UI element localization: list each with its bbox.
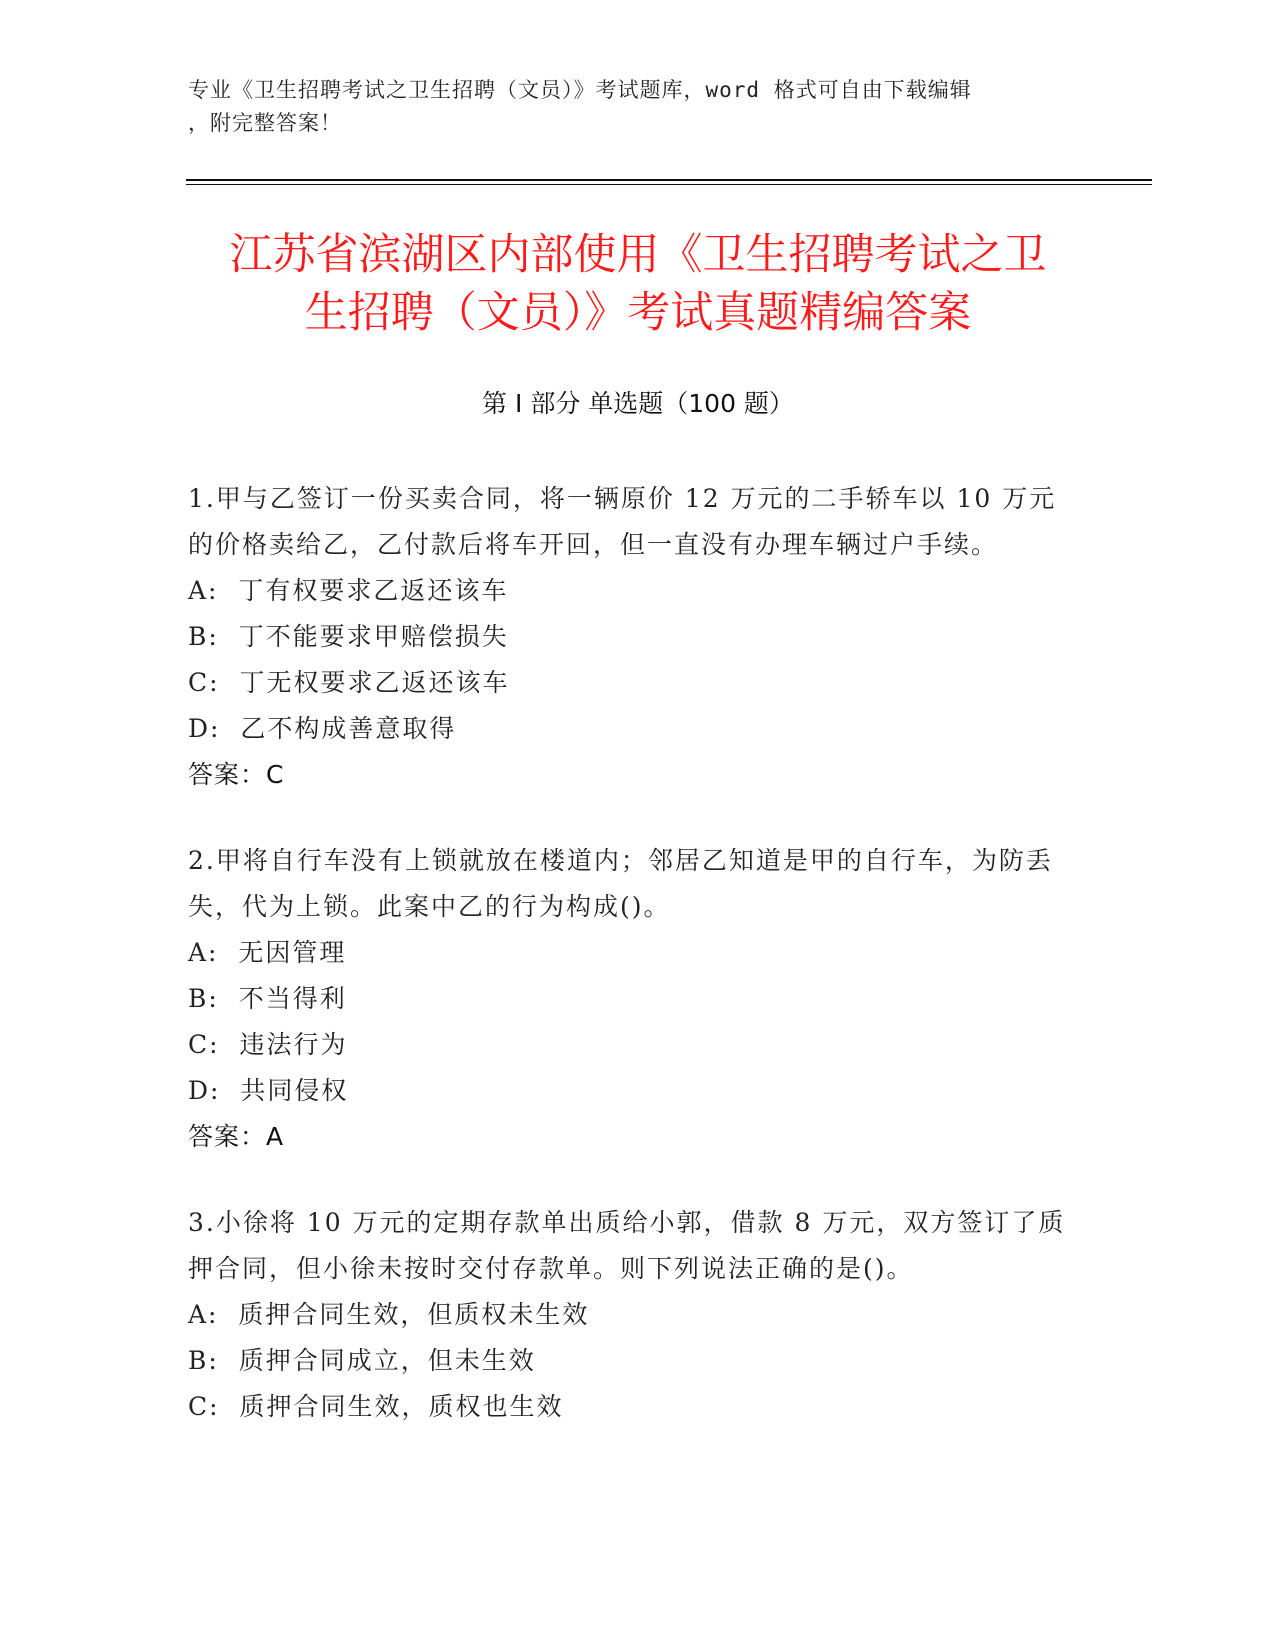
document-title-line-1: 江苏省滨湖区内部使用《卫生招聘考试之卫 <box>229 230 1047 280</box>
question-stem: 2.甲将自行车没有上锁就放在楼道内；邻居乙知道是甲的自行车，为防丢失，代为上锁。此案中乙的行为构成()。 <box>188 846 1053 921</box>
header-rule-thick <box>186 179 1152 181</box>
header-rule-thin <box>186 184 1152 185</box>
option-b: B: 质押合同成立，但未生效 <box>188 1346 536 1375</box>
question-stem: 3.小徐将 10 万元的定期存款单出质给小郭，借款 8 万元，双方签订了质押合同，但小徐未按时交付存款单。则下列说法正确的是()。 <box>188 1208 1066 1283</box>
option-b: B: 丁不能要求甲赔偿损失 <box>188 622 509 651</box>
document-title <box>188 226 1088 342</box>
answer-line: 答案：A <box>188 1122 285 1151</box>
answer-line: 答案：C <box>188 760 285 789</box>
option-c: C: 质押合同生效，质权也生效 <box>188 1392 564 1421</box>
document-title-line-2: 生招聘（文员）》考试真题精编答案 <box>304 288 972 338</box>
option-c: C: 丁无权要求乙返还该车 <box>188 668 510 697</box>
option-d: D: 共同侵权 <box>188 1076 349 1105</box>
header-note-line-1: 专业《卫生招聘考试之卫生招聘（文员）》考试题库，word 格式可自由下载编辑 <box>188 78 972 102</box>
option-a: A: 质押合同生效，但质权未生效 <box>188 1300 590 1329</box>
option-c: C: 违法行为 <box>188 1030 348 1059</box>
question-stem: 1.甲与乙签订一份买卖合同，将一辆原价 12 万元的二手轿车以 10 万元的价格卖给乙，乙付款后将车开回，但一直没有办理车辆过户手续。 <box>188 484 1057 559</box>
question-1 <box>188 476 1068 798</box>
question-3 <box>188 1200 1068 1430</box>
option-a: A: 无因管理 <box>188 938 347 967</box>
question-list <box>188 476 1068 1470</box>
option-b: B: 不当得利 <box>188 984 347 1013</box>
section-heading: 第 I 部分 单选题（100 题） <box>482 389 794 418</box>
option-a: A: 丁有权要求乙返还该车 <box>188 576 509 605</box>
question-2 <box>188 838 1068 1160</box>
header-note-line-2: ，附完整答案！ <box>188 111 342 135</box>
option-d: D: 乙不构成善意取得 <box>188 714 457 743</box>
header-note <box>188 74 1068 140</box>
